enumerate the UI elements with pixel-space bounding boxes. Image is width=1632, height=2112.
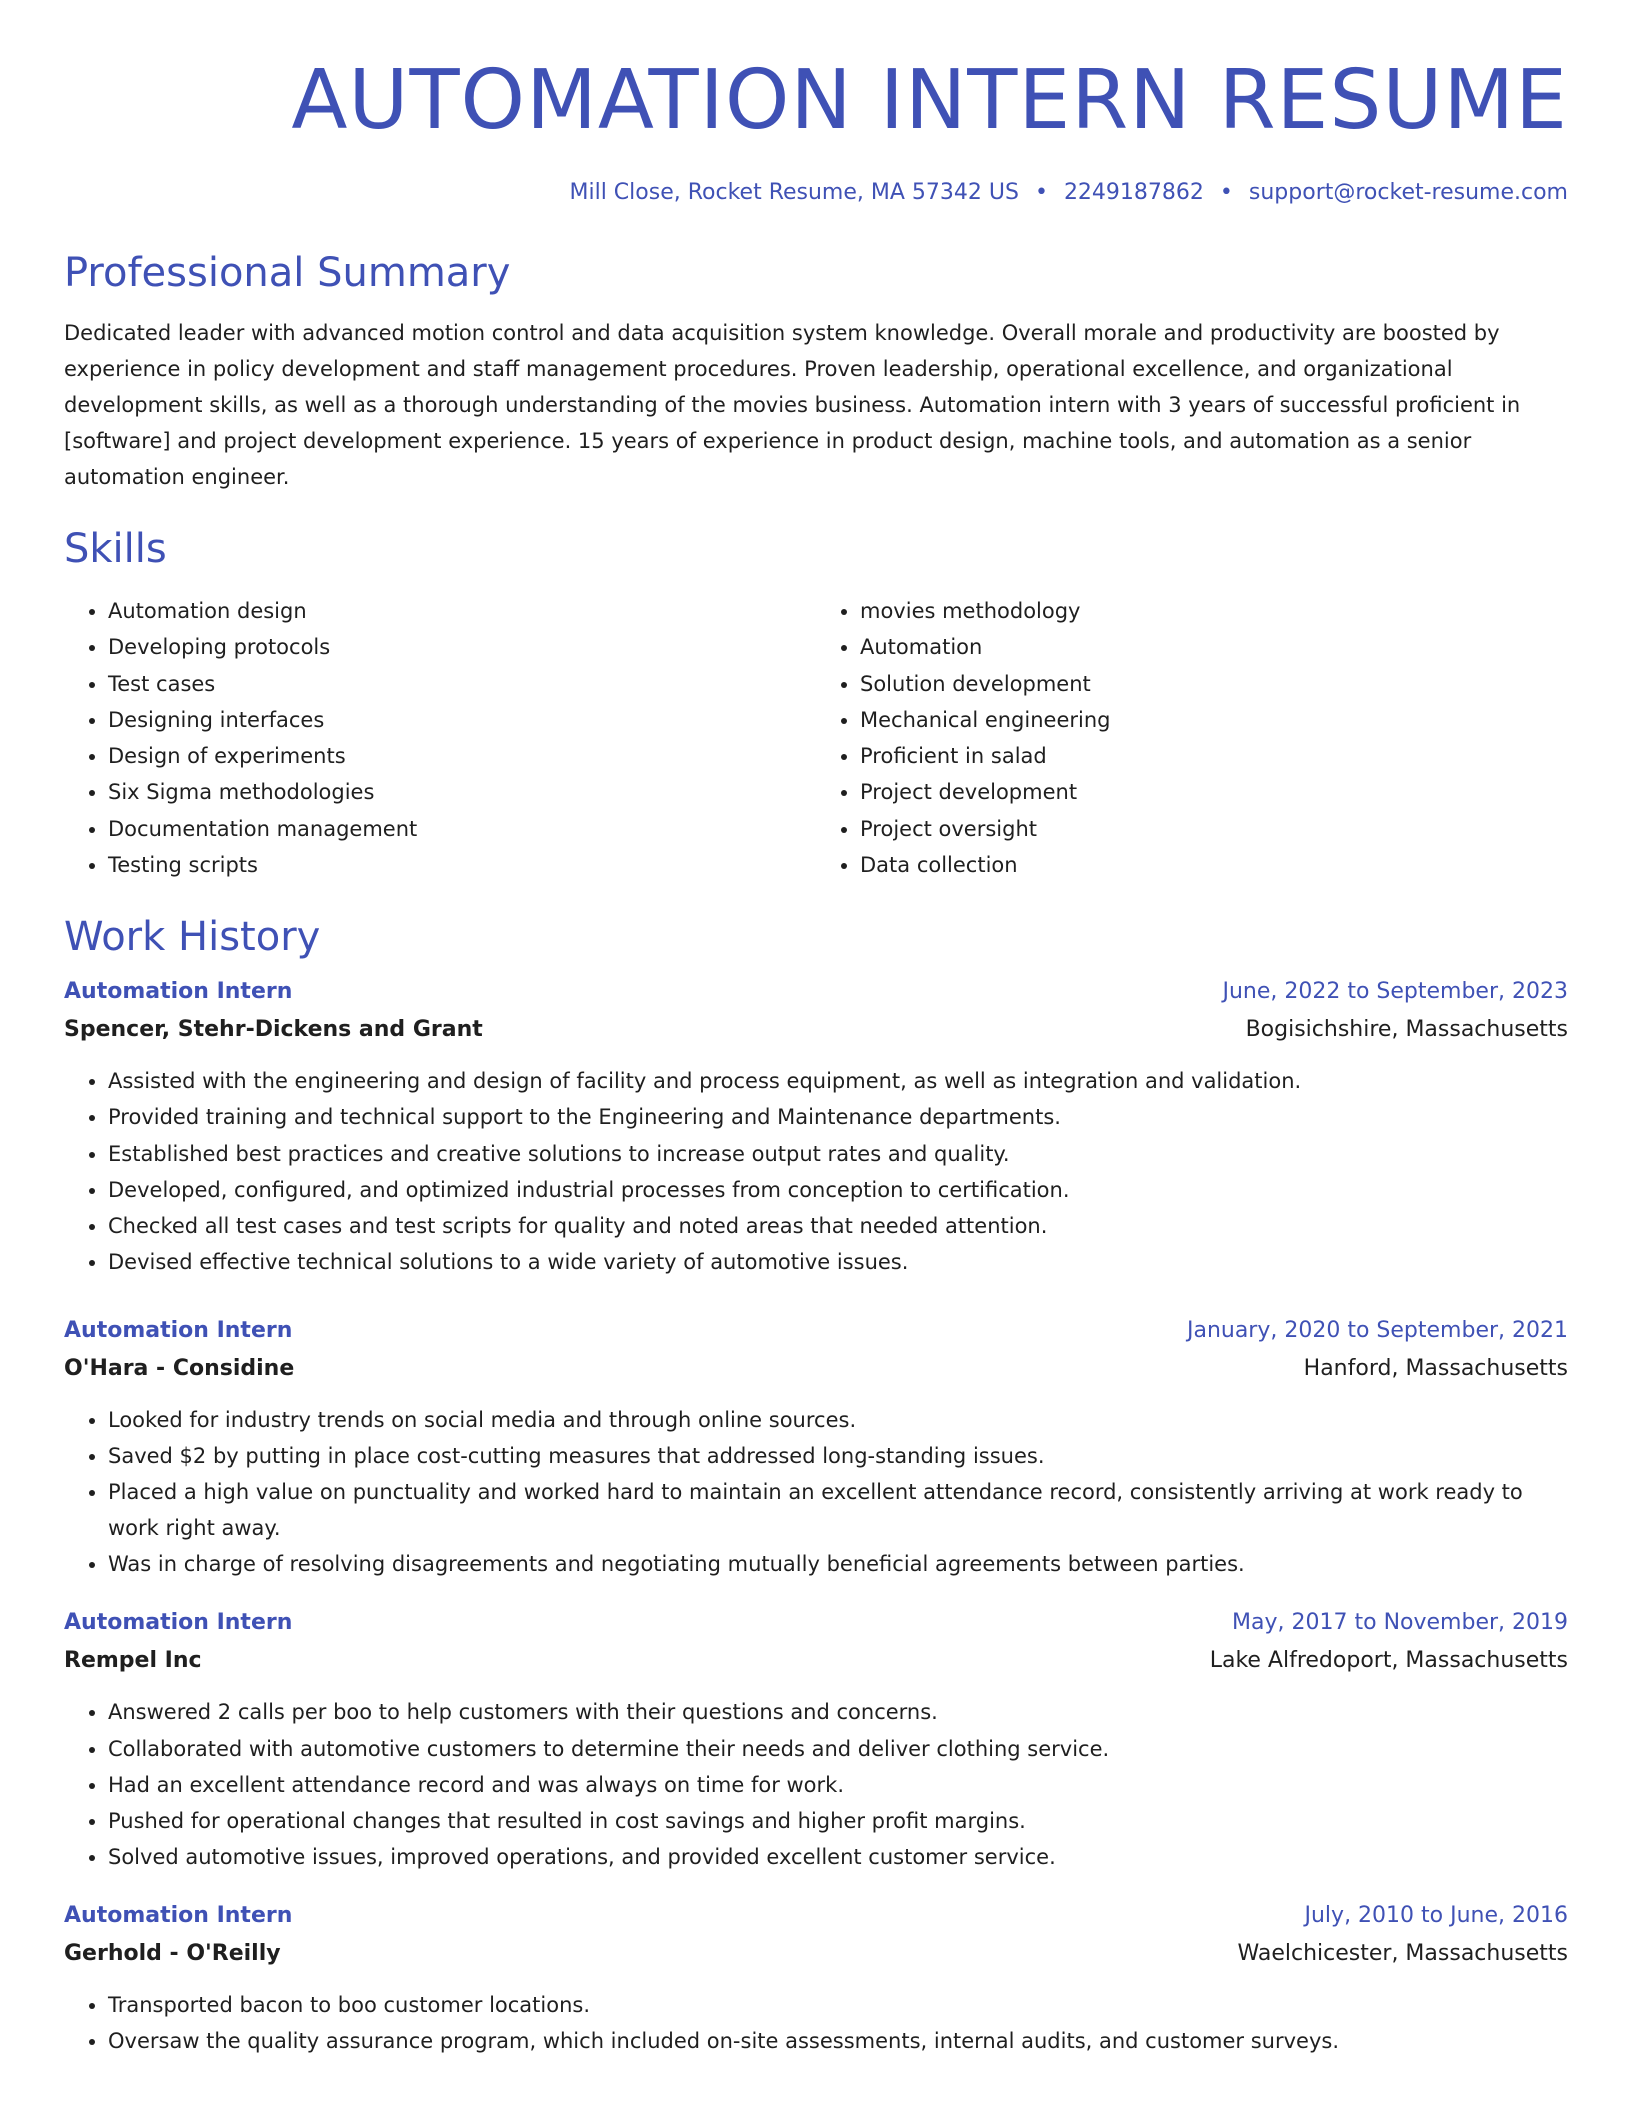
job-title: Automation Intern	[64, 979, 293, 1005]
summary-heading: Professional Summary	[64, 250, 511, 296]
skill-item: • Proficient in salad	[860, 738, 1568, 774]
job-company: O'Hara - Considine	[64, 1355, 295, 1381]
job-bullet: • Saved $2 by putting in place cost-cutting measures that addressed long-standing issues.	[108, 1438, 1568, 1474]
skill-item: • Documentation management	[108, 811, 816, 847]
skill-item: • Project oversight	[860, 811, 1568, 847]
skills-heading: Skills	[64, 526, 167, 572]
skills-column-right	[816, 593, 1568, 883]
job-dates: January, 2020 to September, 2021	[1186, 1317, 1568, 1343]
contact-separator: •	[1034, 180, 1048, 205]
work-history-heading: Work History	[64, 914, 321, 961]
skill-item: • Designing interfaces	[108, 702, 816, 738]
job-bullet: • Provided training and technical support to the Engineering and Maintenance departments.	[108, 1099, 1568, 1135]
job-company: Spencer, Stehr-Dickens and Grant	[64, 1017, 483, 1043]
job-location: Waelchicester, Massachusetts	[1237, 1940, 1568, 1966]
job-location: Bogisichshire, Massachusetts	[1245, 1017, 1568, 1043]
job-entry	[64, 973, 1568, 1280]
job-company: Rempel Inc	[64, 1648, 202, 1674]
contact-address: Mill Close, Rocket Resume, MA 57342 US	[569, 180, 1019, 205]
skill-item: • Test cases	[108, 666, 816, 702]
contact-line	[64, 180, 1568, 205]
contact-separator: •	[1219, 180, 1233, 205]
job-bullet: • Placed a high value on punctuality and worked hard to maintain an excellent attendance record, consistently arriving at work ready to work right away.	[108, 1474, 1568, 1546]
job-bullet: • Had an excellent attendance record and was always on time for work.	[108, 1767, 1568, 1803]
job-bullets	[64, 1402, 1568, 1582]
summary-text: Dedicated leader with advanced motion control and data acquisition system knowledge. Overall morale and productivity are boosted by experience in policy development and staff management procedures. Proven leadership, operational excellence, and organizational development skills, as well as a thorough understanding of the movies business. Automation intern with 3 years of successful proficient in [software] and project development experience. 15 years of experience in product design, machine tools, and automation as a senior automation engineer.	[64, 321, 1521, 489]
job-entry	[64, 1604, 1568, 1874]
job-title: Automation Intern	[64, 1317, 293, 1343]
skill-item: • Solution development	[860, 666, 1568, 702]
job-bullets	[64, 1694, 1568, 1874]
skill-item: • Six Sigma methodologies	[108, 774, 816, 810]
job-entry	[64, 1897, 1568, 2059]
skill-item: • Automation	[860, 629, 1568, 665]
job-bullet: • Was in charge of resolving disagreements and negotiating mutually beneficial agreements between parties.	[108, 1546, 1568, 1582]
job-bullet: • Answered 2 calls per boo to help customers with their questions and concerns.	[108, 1694, 1568, 1730]
job-bullet: • Pushed for operational changes that resulted in cost savings and higher profit margins.	[108, 1803, 1568, 1839]
job-dates: May, 2017 to November, 2019	[1232, 1610, 1568, 1636]
skill-item: • Data collection	[860, 847, 1568, 883]
job-bullets	[64, 1987, 1568, 2059]
job-location: Hanford, Massachusetts	[1303, 1355, 1568, 1381]
job-title: Automation Intern	[64, 1610, 293, 1636]
skill-item: • Mechanical engineering	[860, 702, 1568, 738]
job-bullet: • Established best practices and creative solutions to increase output rates and quality.	[108, 1136, 1568, 1172]
skills-list	[64, 593, 1568, 883]
resume-title: AUTOMATION INTERN RESUME	[291, 53, 1568, 148]
contact-email: support@rocket-resume.com	[1248, 180, 1568, 205]
contact-phone: 2249187862	[1063, 180, 1204, 205]
skill-item: • Testing scripts	[108, 847, 816, 883]
skill-item: • movies methodology	[860, 593, 1568, 629]
skill-item: • Developing protocols	[108, 629, 816, 665]
job-dates: July, 2010 to June, 2016	[1304, 1902, 1568, 1928]
job-dates: June, 2022 to September, 2023	[1222, 979, 1568, 1005]
job-bullet: • Devised effective technical solutions to a wide variety of automotive issues.	[108, 1244, 1568, 1280]
job-entry	[64, 1312, 1568, 1582]
job-bullet: • Looked for industry trends on social media and through online sources.	[108, 1402, 1568, 1438]
job-bullet: • Oversaw the quality assurance program, which included on-site assessments, internal audits, and customer surveys.	[108, 2023, 1568, 2059]
job-bullet: • Transported bacon to boo customer locations.	[108, 1987, 1568, 2023]
skill-item: • Automation design	[108, 593, 816, 629]
job-bullet: • Assisted with the engineering and design of facility and process equipment, as well as integration and validation.	[108, 1063, 1568, 1099]
job-bullets	[64, 1063, 1568, 1280]
skill-item: • Project development	[860, 774, 1568, 810]
skill-item: • Design of experiments	[108, 738, 816, 774]
job-title: Automation Intern	[64, 1902, 293, 1928]
job-bullet: • Checked all test cases and test scripts for quality and noted areas that needed attention.	[108, 1208, 1568, 1244]
job-bullet: • Solved automotive issues, improved operations, and provided excellent customer service.	[108, 1839, 1568, 1875]
job-location: Lake Alfredoport, Massachusetts	[1209, 1648, 1568, 1674]
skills-column-left	[64, 593, 816, 883]
job-bullet: • Collaborated with automotive customers to determine their needs and deliver clothing service.	[108, 1731, 1568, 1767]
job-company: Gerhold - O'Reilly	[64, 1940, 281, 1966]
job-bullet: • Developed, configured, and optimized industrial processes from conception to certification.	[108, 1172, 1568, 1208]
